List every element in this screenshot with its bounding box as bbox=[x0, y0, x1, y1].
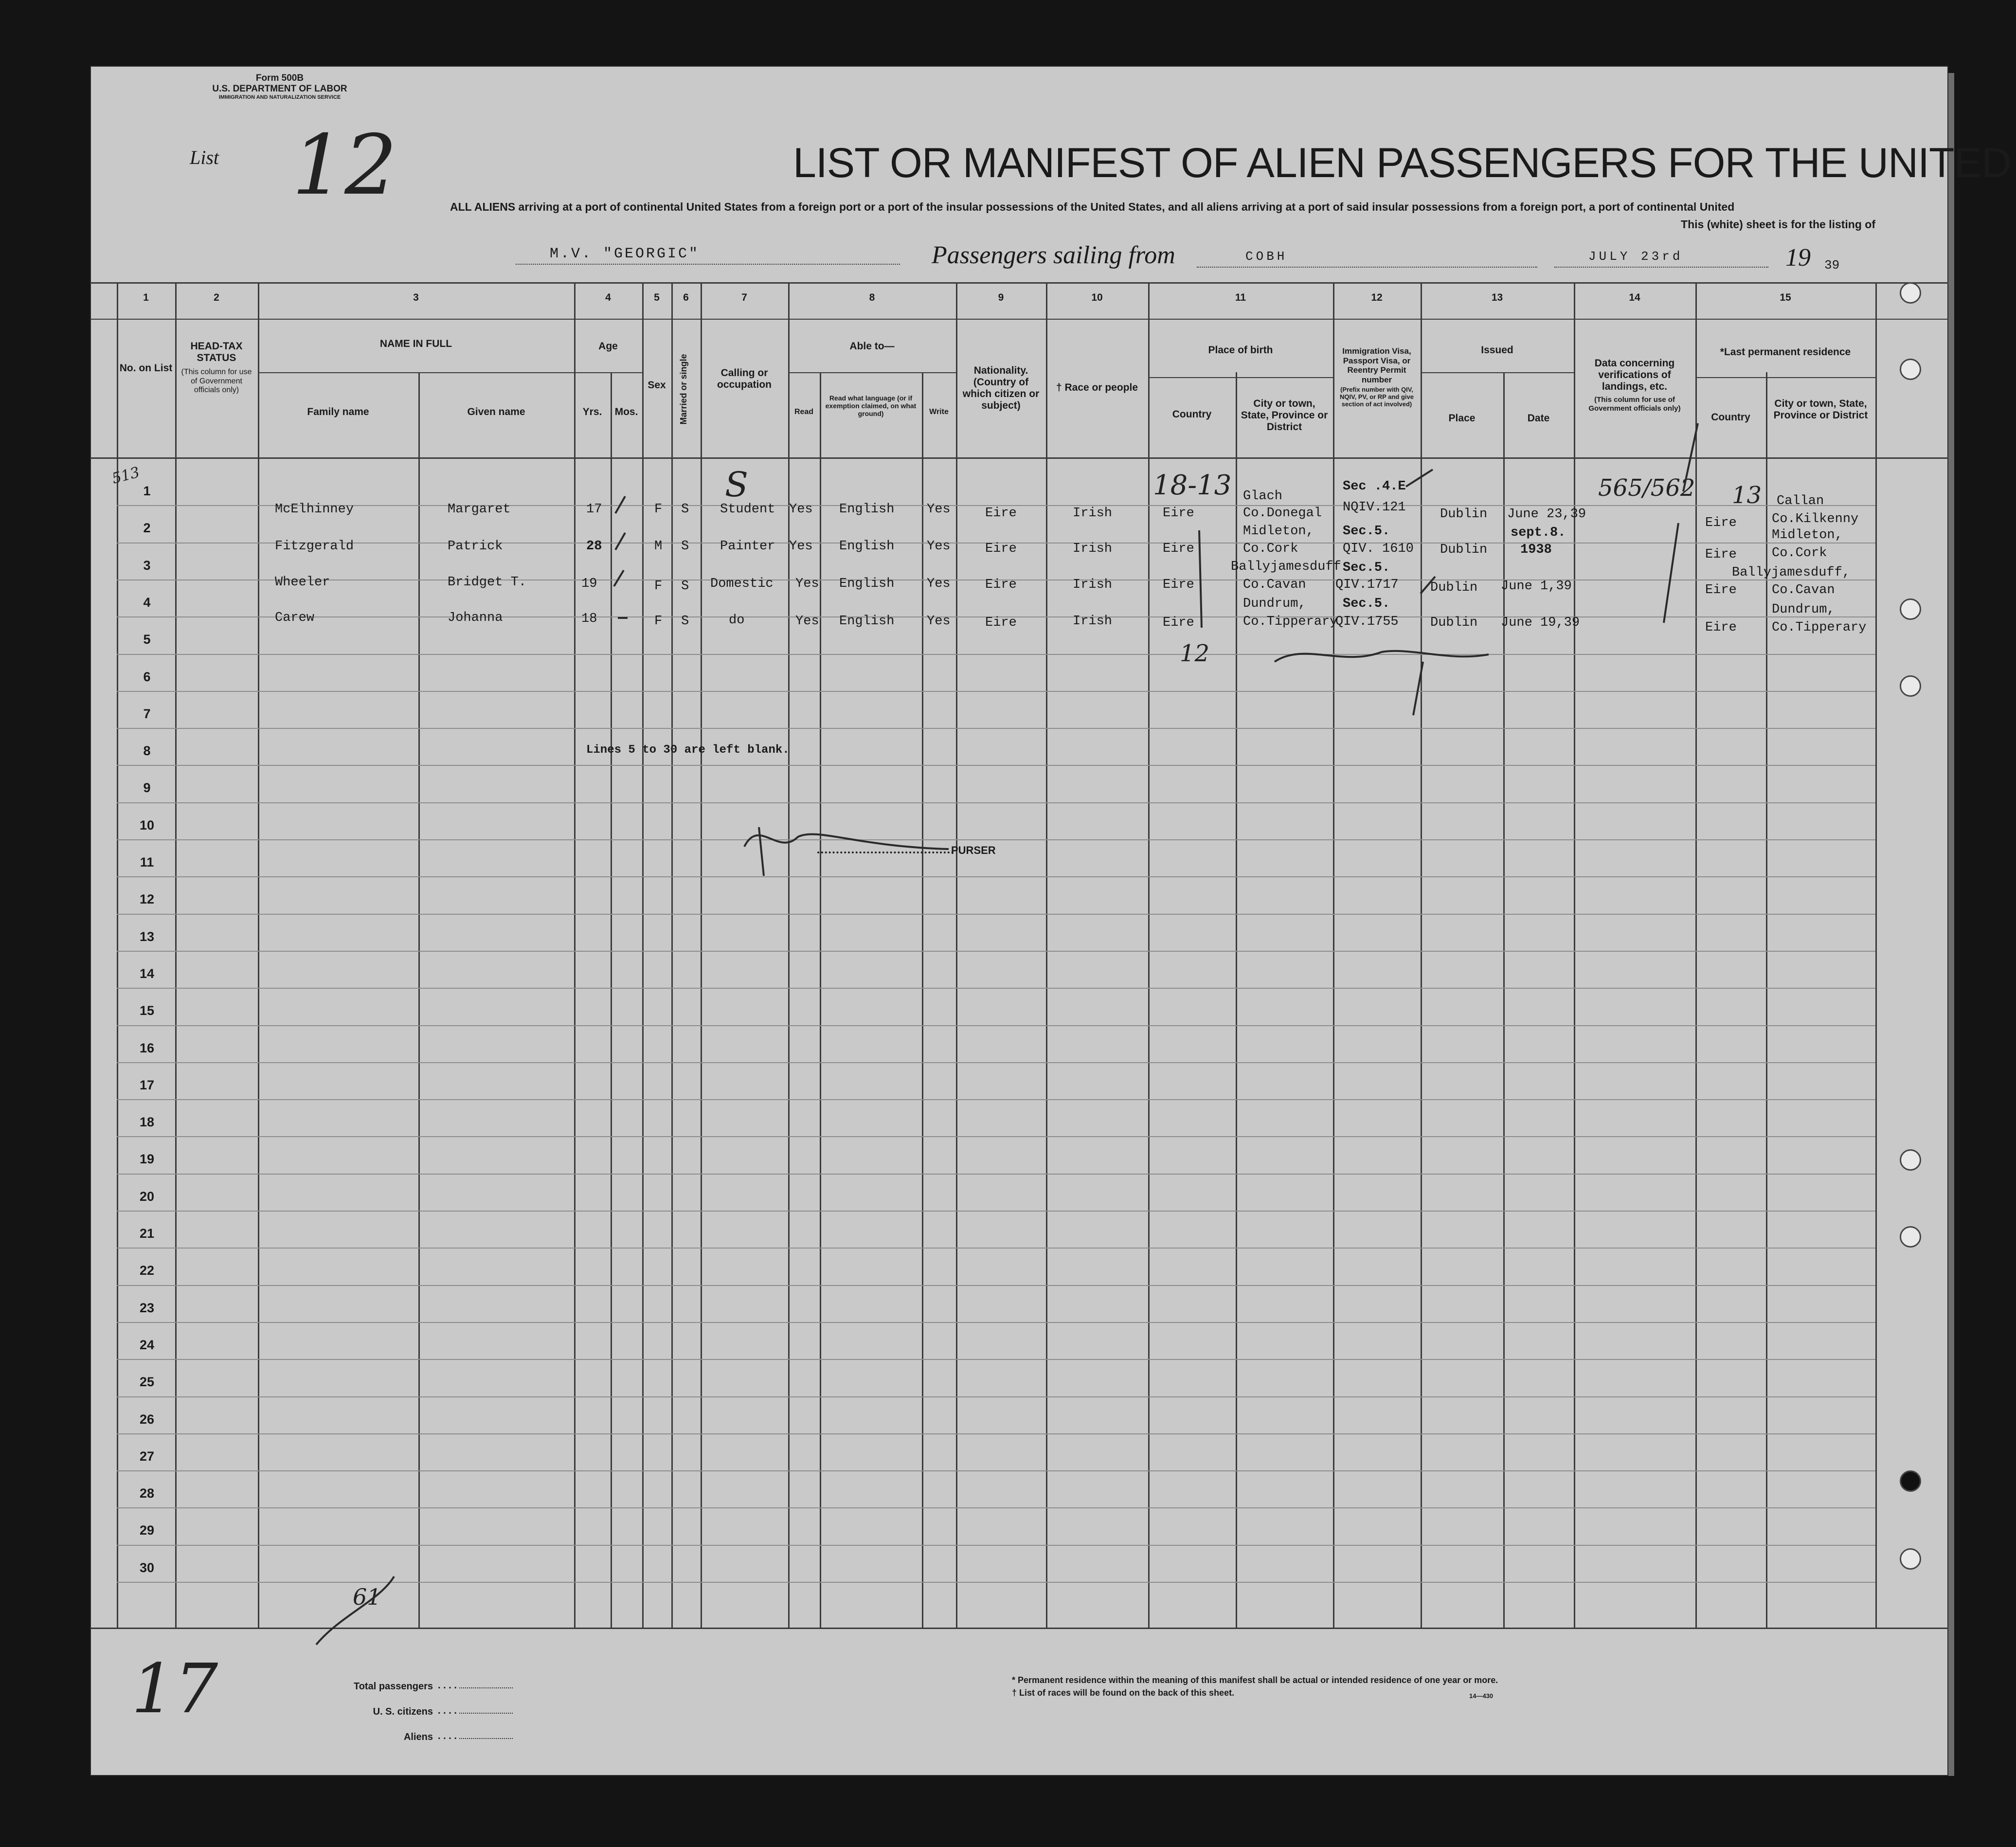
passenger-2-family: Fitzgerald bbox=[275, 539, 354, 554]
punch-hole bbox=[1900, 1149, 1921, 1171]
passenger-4-yrs: 18 bbox=[581, 612, 597, 626]
passenger-2-res-city2: Co.Cork bbox=[1772, 546, 1827, 561]
signature-stroke bbox=[1275, 651, 1489, 662]
passenger-3-birth-city2: Co.Cavan bbox=[1243, 578, 1306, 592]
row-number: 27 bbox=[139, 1449, 155, 1464]
col-num-6: 6 bbox=[683, 292, 689, 303]
signature-stroke bbox=[1413, 662, 1423, 715]
birth-bracket bbox=[1199, 530, 1202, 628]
passenger-1-visa1: Sec .4.E bbox=[1343, 479, 1406, 494]
passenger-4-family: Carew bbox=[275, 611, 315, 625]
manifest-title: LIST OR MANIFEST OF ALIEN PASSENGERS FOR THE UNITED bbox=[793, 140, 2012, 186]
passenger-1-write: Yes bbox=[927, 502, 951, 517]
hdr-name-in-full: NAME IN FULL bbox=[379, 338, 452, 349]
departure-port: COBH bbox=[1245, 249, 1288, 264]
sailing-label: Passengers sailing from bbox=[932, 241, 1175, 269]
passenger-2-issued-date1: sept.8. bbox=[1511, 525, 1566, 540]
passenger-3-family: Wheeler bbox=[275, 575, 330, 590]
col-num-15: 15 bbox=[1780, 292, 1791, 303]
passenger-4-res-city2: Co.Tipperary bbox=[1772, 620, 1867, 635]
passenger-1-nationality: Eire bbox=[985, 506, 1017, 521]
passenger-4-birth-city1: Dundrum, bbox=[1243, 597, 1306, 611]
passenger-1-birth-city1: Glach bbox=[1243, 489, 1283, 504]
visa-stroke bbox=[1406, 470, 1433, 487]
passenger-3-occupation: Domestic bbox=[710, 577, 774, 591]
row-number: 25 bbox=[139, 1375, 155, 1390]
hdr-read-language: Read what language (or if exemption claimed, on what ground) bbox=[825, 394, 917, 418]
row-number: 30 bbox=[139, 1560, 155, 1575]
row-number: 11 bbox=[140, 855, 154, 869]
check-mark bbox=[615, 496, 625, 513]
passenger-3-nationality: Eire bbox=[985, 578, 1017, 592]
year-suffix: 39 bbox=[1824, 258, 1840, 272]
row-number: 28 bbox=[139, 1486, 155, 1501]
punch-hole bbox=[1900, 359, 1921, 380]
verif-stroke bbox=[1683, 423, 1698, 491]
residence-handmark: 13 bbox=[1732, 482, 1762, 509]
col-num-9: 9 bbox=[998, 292, 1004, 303]
footnote-races: † List of races will be found on the back of this sheet. bbox=[1012, 1688, 1235, 1698]
row-number: 21 bbox=[139, 1226, 155, 1241]
passenger-1-res-country-visible: Eire bbox=[1705, 516, 1737, 530]
passenger-3-res-city2: Co.Cavan bbox=[1772, 583, 1835, 598]
col-num-10: 10 bbox=[1091, 292, 1103, 303]
passenger-3-res-country: Eire bbox=[1705, 583, 1737, 598]
passenger-2-given: Patrick bbox=[448, 539, 503, 554]
manifest-subtitle-1: ALL ALIENS arriving at a port of continental United States from a foreign port or a port of the insular possessions of the United States, and all aliens arriving at a port of said insular possessions from a foreign port, a port of continental United bbox=[450, 200, 1735, 213]
passenger-4-occupation: do bbox=[729, 613, 745, 628]
passenger-3-read: Yes bbox=[795, 577, 819, 591]
passenger-4-visa1: Sec.5. bbox=[1343, 597, 1390, 611]
passenger-2-language: English bbox=[839, 539, 895, 554]
passenger-4-nationality: Eire bbox=[985, 616, 1017, 630]
punch-hole bbox=[1900, 1470, 1921, 1492]
hdr-head-tax-note: (This column for use of Government officials only) bbox=[181, 368, 252, 395]
total-passengers-label: Total passengers bbox=[353, 1681, 433, 1692]
passenger-1-birth-city2: Co.Donegal bbox=[1243, 506, 1322, 521]
hdr-write: Write bbox=[929, 408, 949, 416]
hdr-given-name: Given name bbox=[467, 406, 525, 417]
passenger-2-res-city1: Midleton, bbox=[1772, 528, 1843, 543]
purser-signature-stroke bbox=[759, 827, 764, 876]
col-num-3: 3 bbox=[413, 292, 419, 303]
passenger-3-birth-city1: Ballyjamesduff bbox=[1231, 560, 1341, 574]
passenger-2-read: Yes bbox=[789, 539, 813, 554]
hdr-res-city: City or town, State, Province or District bbox=[1773, 398, 1868, 421]
passenger-4-issued-date1: June 19,39 bbox=[1501, 616, 1580, 630]
passenger-1-language: English bbox=[839, 502, 895, 517]
list-label: List bbox=[190, 146, 219, 168]
hdr-verifications-note: (This column for use of Government officials only) bbox=[1588, 396, 1681, 413]
signature-handmark: 12 bbox=[1180, 640, 1210, 667]
passenger-1-issued-place: Dublin bbox=[1440, 507, 1488, 522]
hdr-last-residence: *Last permanent residence bbox=[1720, 346, 1851, 358]
departure-date: JULY 23rd bbox=[1588, 249, 1683, 264]
passenger-2-visa2: QIV. 1610 bbox=[1343, 542, 1414, 556]
passenger-3-race: Irish bbox=[1073, 578, 1113, 592]
row-number: 4 bbox=[143, 595, 151, 610]
row-number: 8 bbox=[143, 743, 151, 759]
row-number: 19 bbox=[139, 1152, 155, 1167]
occupation-handmark: S bbox=[725, 465, 748, 505]
department-name: U.S. DEPARTMENT OF LABOR bbox=[212, 83, 347, 94]
passenger-2-birth-city1: Midleton, bbox=[1243, 524, 1314, 539]
passenger-3-res-city1: Ballyjamesduff, bbox=[1732, 565, 1851, 580]
passenger-1-visa2: NQIV.121 bbox=[1343, 500, 1406, 515]
row-number: 23 bbox=[139, 1300, 155, 1315]
passenger-3-visa2: QIV.1717 bbox=[1335, 578, 1399, 592]
passenger-1-given: Margaret bbox=[448, 502, 511, 517]
hdr-sex: Sex bbox=[648, 380, 666, 391]
verif-stroke bbox=[1664, 523, 1678, 623]
hdr-res-country: Country bbox=[1711, 412, 1750, 423]
hdr-able-to: Able to— bbox=[849, 341, 895, 352]
punch-hole bbox=[1900, 675, 1921, 697]
hdr-visa-title: Immigration Visa, Passport Visa, or Reentry Permit number bbox=[1342, 346, 1411, 384]
passenger-4-language: English bbox=[839, 614, 895, 629]
row-number: 24 bbox=[139, 1337, 155, 1352]
row-number: 1 bbox=[143, 484, 151, 498]
dot-leader: . . . . bbox=[438, 1698, 513, 1723]
passenger-4-res-city1: Dundrum, bbox=[1772, 602, 1835, 617]
passenger-3-issued-place: Dublin bbox=[1430, 580, 1478, 595]
check-marks bbox=[316, 423, 1698, 1645]
row-number: 12 bbox=[139, 892, 155, 907]
hdr-family-name: Family name bbox=[307, 406, 369, 417]
purser-label: PURSER bbox=[951, 844, 996, 856]
hdr-race: † Race or people bbox=[1056, 382, 1138, 393]
passenger-2-occupation: Painter bbox=[720, 539, 775, 554]
purser-signature-stroke bbox=[744, 834, 949, 849]
hdr-verifications-title: Data concerning verifications of landings, etc. bbox=[1594, 358, 1675, 393]
passenger-2-race: Irish bbox=[1073, 542, 1113, 556]
margin-note-513: 513 bbox=[110, 464, 142, 488]
list-number: 12 bbox=[292, 117, 397, 214]
hdr-yrs: Yrs. bbox=[582, 406, 602, 417]
hdr-calling: Calling or occupation bbox=[717, 367, 772, 391]
passenger-4-given: Johanna bbox=[448, 611, 503, 625]
form-code: 14—430 bbox=[1469, 1692, 1494, 1700]
passenger-2-write: Yes bbox=[927, 539, 951, 554]
col-num-13: 13 bbox=[1491, 292, 1503, 303]
passenger-1-occupation: Student bbox=[720, 502, 775, 517]
footnote-residence: * Permanent residence within the meaning of this manifest shall be actual or intended residence of one year or more. bbox=[1012, 1675, 1498, 1685]
col-num-4: 4 bbox=[605, 292, 611, 303]
hdr-head-tax-title: HEAD-TAX STATUS bbox=[190, 341, 243, 364]
row-number: 10 bbox=[139, 817, 155, 833]
row-number: 7 bbox=[143, 706, 151, 721]
passenger-1-read: Yes bbox=[789, 502, 813, 517]
passenger-3-given: Bridget T. bbox=[448, 575, 527, 590]
passenger-3-language: English bbox=[839, 577, 895, 591]
hdr-age: Age bbox=[598, 341, 618, 352]
passenger-1-issued-date1: June 23,39 bbox=[1507, 507, 1586, 522]
passenger-2-sex: M bbox=[654, 539, 663, 554]
hdr-mos: Mos. bbox=[614, 406, 638, 417]
footnotes bbox=[1012, 1674, 1498, 1699]
row-number: 2 bbox=[143, 521, 151, 536]
passenger-4-race: Irish bbox=[1073, 614, 1113, 629]
check-mark bbox=[615, 533, 625, 550]
hdr-birth-city: City or town, State, Province or District bbox=[1241, 398, 1328, 433]
passenger-4-issued-place: Dublin bbox=[1430, 616, 1478, 630]
row-number: 6 bbox=[143, 669, 151, 684]
hdr-issued-date: Date bbox=[1527, 413, 1550, 424]
ship-name: M.V. "GEORGIC" bbox=[550, 246, 700, 262]
passenger-1-yrs: 17 bbox=[586, 502, 602, 517]
passenger-2-birth-city2: Co.Cork bbox=[1243, 542, 1298, 556]
passenger-3-yrs: 19 bbox=[581, 577, 597, 591]
passenger-1-birth-country: Eire bbox=[1163, 506, 1194, 521]
passenger-4-marital: S bbox=[681, 614, 689, 629]
passenger-2-yrs: 28 bbox=[586, 539, 602, 554]
passenger-3-sex: F bbox=[654, 579, 663, 594]
col-num-5: 5 bbox=[654, 292, 660, 303]
hdr-nationality: Nationality. (Country of which citizen or subject) bbox=[962, 365, 1040, 412]
col-num-11: 11 bbox=[1235, 292, 1246, 303]
col-num-12: 12 bbox=[1371, 292, 1383, 303]
passenger-4-visa2: QIV.1755 bbox=[1335, 615, 1399, 629]
passenger-1-marital: S bbox=[681, 502, 689, 517]
passenger-1-race: Irish bbox=[1073, 506, 1113, 521]
hdr-issued: Issued bbox=[1481, 344, 1513, 356]
dot-leader: . . . . bbox=[438, 1673, 513, 1698]
col-num-7: 7 bbox=[741, 292, 747, 303]
passenger-2-birth-country: Eire bbox=[1163, 542, 1194, 556]
passenger-2-issued-place: Dublin bbox=[1440, 543, 1488, 557]
passenger-4-birth-city2: Co.Tipperary bbox=[1243, 615, 1338, 629]
punch-hole bbox=[1900, 282, 1921, 304]
dot-leader: . . . . bbox=[438, 1723, 513, 1749]
verification-handmark: 565/562 bbox=[1598, 474, 1695, 502]
passenger-1-sex: F bbox=[654, 502, 663, 517]
visa-stroke bbox=[1421, 577, 1435, 594]
hdr-visa-note: (Prefix number with QIV, NQIV, PV, or RP and give section of act involved) bbox=[1340, 386, 1414, 408]
col-num-1: 1 bbox=[143, 292, 149, 303]
passenger-2-nationality: Eire bbox=[985, 542, 1017, 556]
col-num-8: 8 bbox=[869, 292, 875, 303]
passenger-4-read: Yes bbox=[795, 614, 819, 629]
birth-handmark: 18-13 bbox=[1153, 470, 1232, 501]
row-number: 16 bbox=[139, 1040, 155, 1055]
aliens-label: Aliens bbox=[403, 1732, 433, 1742]
bottom-left-handmark: 17 bbox=[131, 1649, 218, 1729]
passenger-4-write: Yes bbox=[927, 614, 951, 629]
passenger-2-res-country: Eire bbox=[1705, 547, 1737, 562]
passenger-1-res-city2: Co.Kilkenny bbox=[1772, 512, 1859, 526]
passenger-3-issued-date1: June 1,39 bbox=[1501, 579, 1572, 594]
row-number: 29 bbox=[139, 1523, 155, 1538]
totals-dots bbox=[438, 1673, 513, 1749]
punch-hole bbox=[1900, 1548, 1921, 1570]
passenger-2-issued-date2: 1938 bbox=[1520, 543, 1552, 557]
form-number: Form 500B bbox=[255, 73, 304, 83]
row-number: 14 bbox=[139, 966, 155, 981]
punch-hole bbox=[1900, 1226, 1921, 1248]
hdr-no-on-list: No. on List bbox=[119, 362, 173, 374]
row-number: 9 bbox=[143, 780, 151, 796]
bottom-stroke bbox=[316, 1576, 394, 1645]
hdr-read: Read bbox=[794, 408, 814, 416]
us-citizens-label: U. S. citizens bbox=[373, 1706, 433, 1717]
row-number: 18 bbox=[139, 1115, 155, 1130]
passenger-4-birth-country: Eire bbox=[1163, 616, 1194, 630]
row-number: 13 bbox=[139, 929, 155, 944]
passenger-1-family: McElhinney bbox=[275, 502, 354, 517]
totals-labels bbox=[302, 1674, 433, 1750]
punch-hole bbox=[1900, 598, 1921, 620]
passenger-1-res-city1: Callan bbox=[1777, 494, 1824, 508]
service-name: IMMIGRATION AND NATURALIZATION SERVICE bbox=[218, 94, 341, 100]
passenger-2-marital: S bbox=[681, 539, 689, 554]
passenger-2-visa1: Sec.5. bbox=[1343, 524, 1390, 539]
row-number: 5 bbox=[143, 632, 151, 647]
row-number: 26 bbox=[139, 1412, 155, 1427]
col-num-14: 14 bbox=[1629, 292, 1640, 303]
row-number: 3 bbox=[143, 558, 151, 573]
row-number: 20 bbox=[139, 1189, 155, 1204]
hdr-birth-country: Country bbox=[1172, 409, 1212, 420]
blank-lines-note: Lines 5 to 30 are left blank. bbox=[586, 743, 790, 757]
hdr-place-of-birth: Place of birth bbox=[1208, 344, 1273, 356]
row-number: 17 bbox=[139, 1077, 155, 1092]
hdr-married: Married or single bbox=[679, 354, 688, 425]
passenger-3-marital: S bbox=[681, 579, 689, 594]
row-number: 15 bbox=[139, 1003, 155, 1018]
check-mark bbox=[614, 570, 624, 586]
year-prefix: 19 bbox=[1785, 244, 1811, 272]
purser-line bbox=[817, 851, 954, 853]
passenger-3-birth-country: Eire bbox=[1163, 578, 1194, 592]
passenger-3-write: Yes bbox=[927, 577, 951, 591]
row-number: 22 bbox=[139, 1263, 155, 1278]
passenger-3-visa1: Sec.5. bbox=[1343, 561, 1390, 575]
hdr-issued-place: Place bbox=[1448, 413, 1476, 424]
passenger-4-res-country: Eire bbox=[1705, 620, 1737, 635]
bottom-handmark-61: 61 bbox=[353, 1584, 381, 1610]
passenger-4-sex: F bbox=[654, 614, 663, 629]
manifest-subtitle-2: This (white) sheet is for the listing of bbox=[1681, 218, 1875, 231]
col-num-2: 2 bbox=[214, 292, 219, 303]
